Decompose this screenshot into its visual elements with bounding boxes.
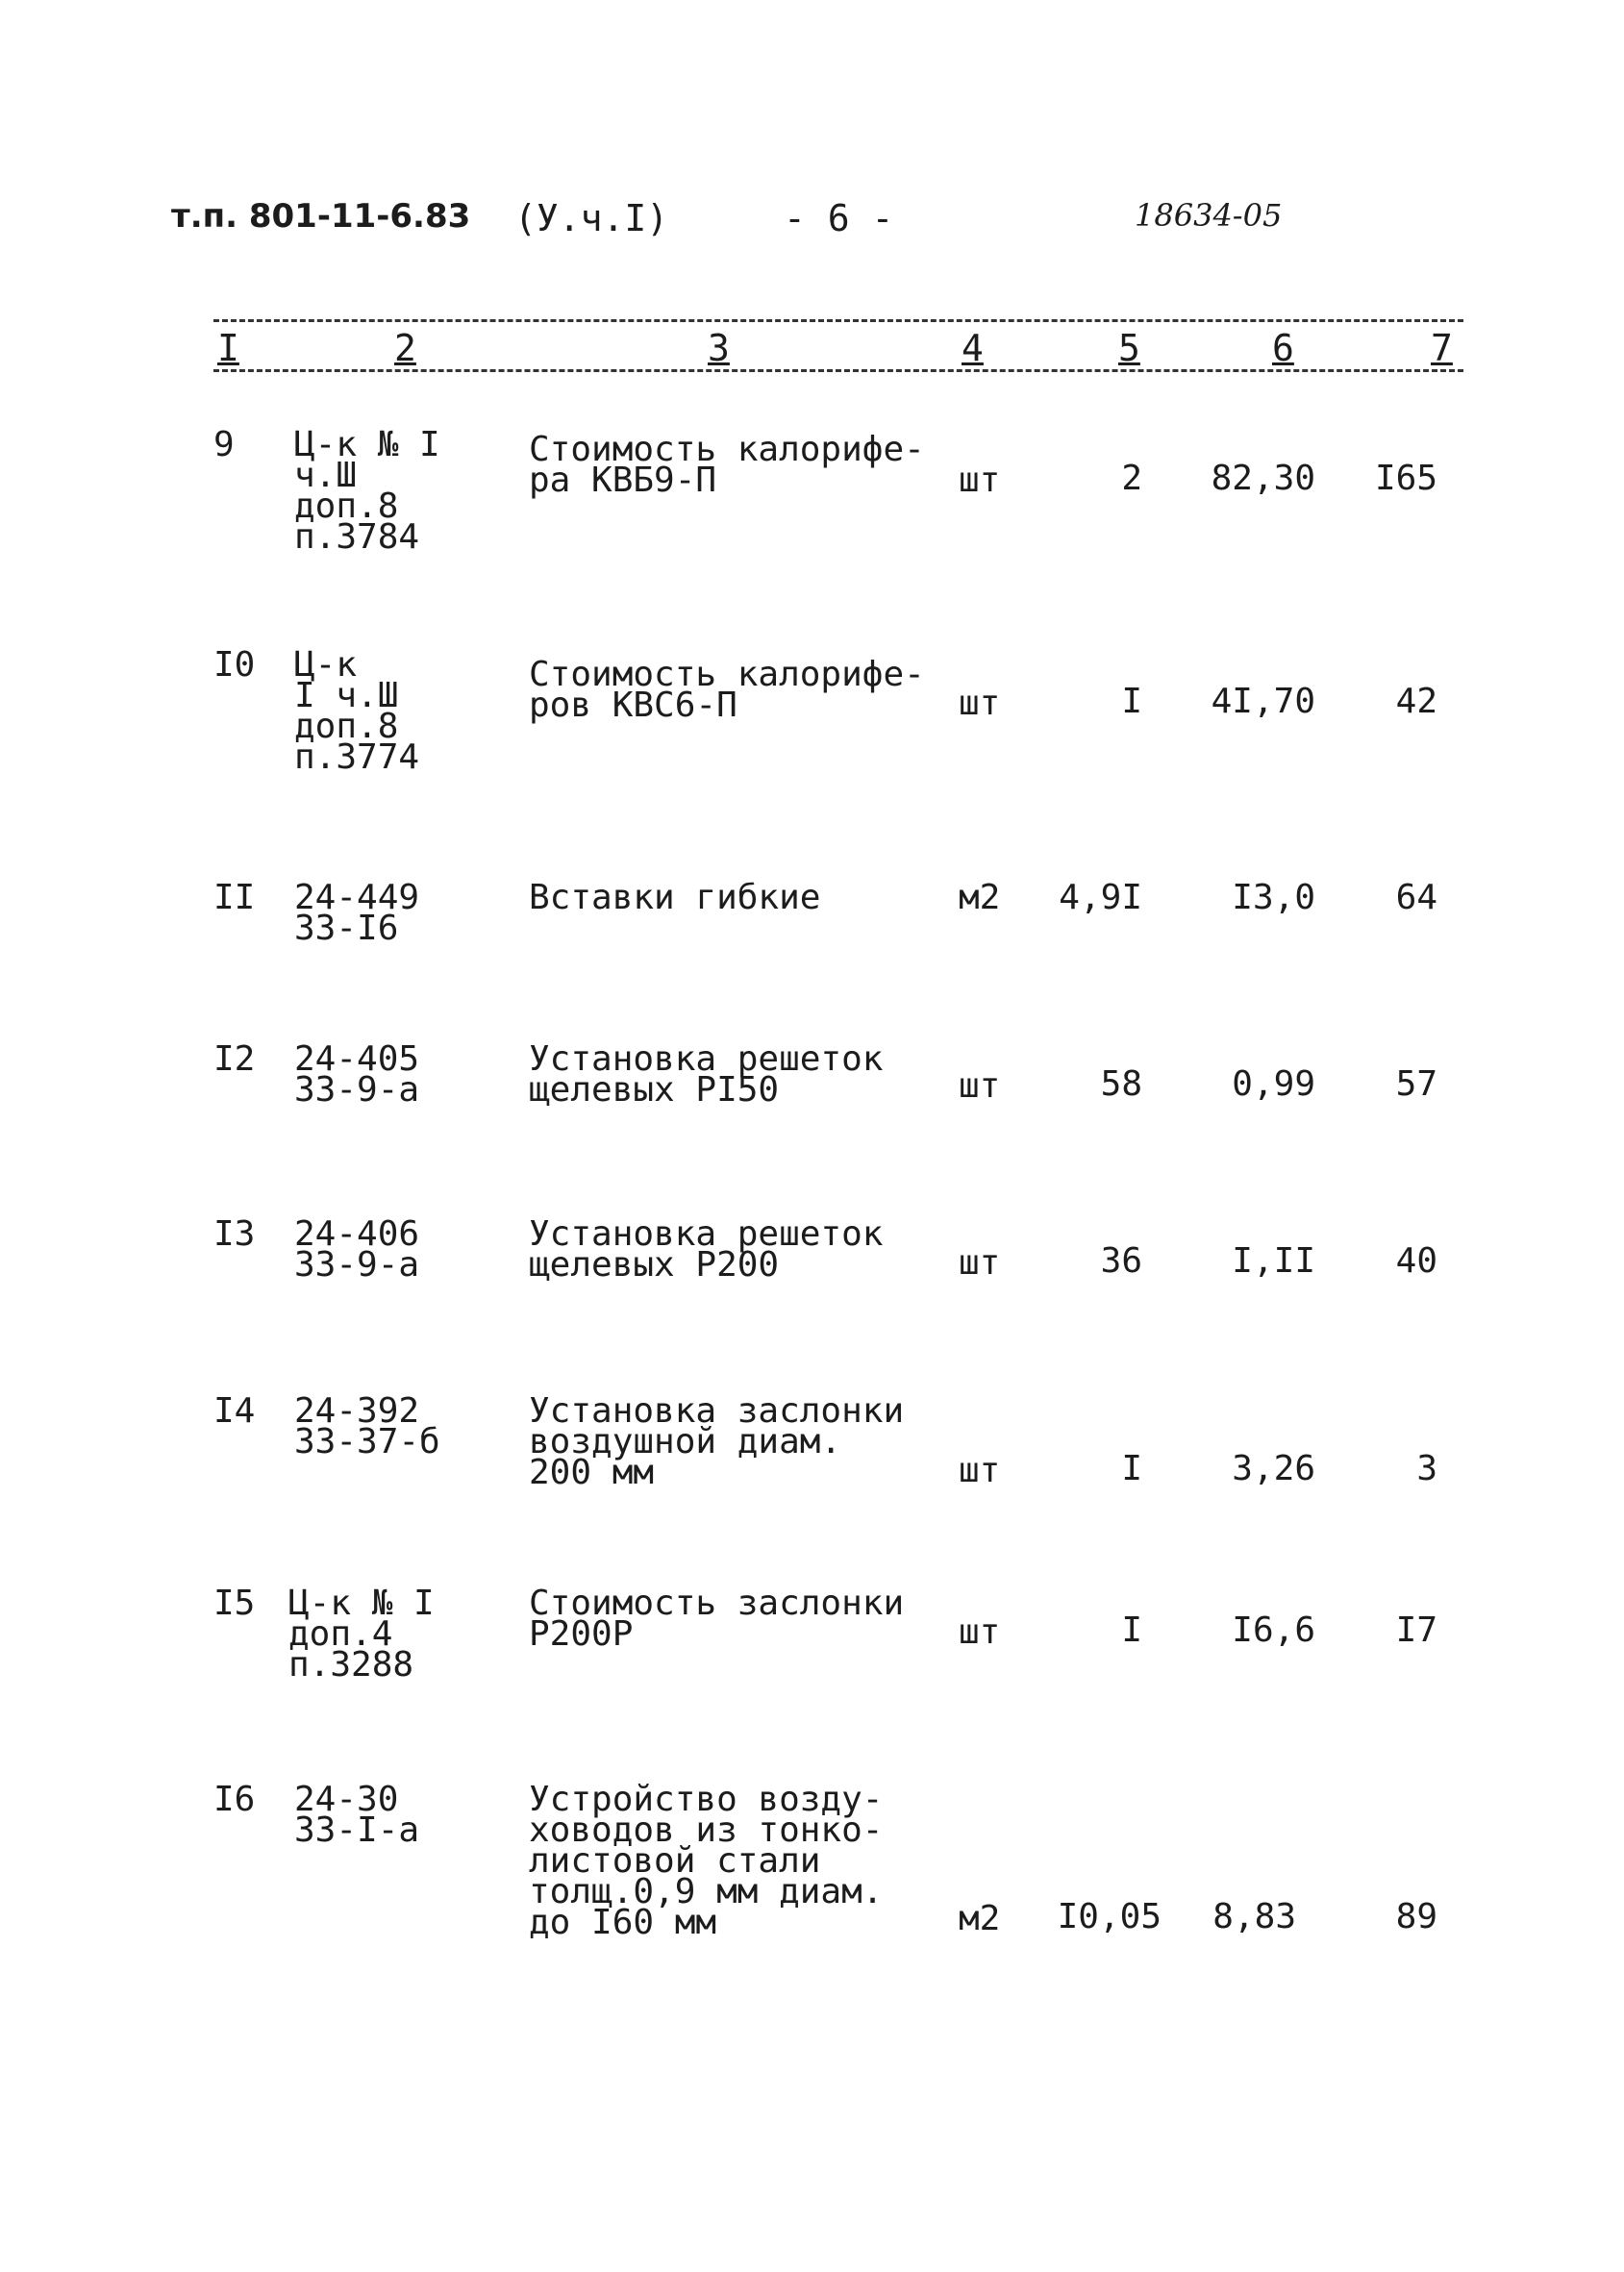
row-total: 89	[1395, 1897, 1437, 1936]
row-description: Стоимость калорифе- ров КВС6-П	[529, 655, 925, 725]
row-total: 57	[1395, 1064, 1437, 1104]
row-quantity: 36	[1100, 1241, 1142, 1281]
row-reference: 24-392 33-37-б	[294, 1391, 440, 1461]
row-number: II	[213, 878, 256, 917]
document-code: 18634-05	[1135, 197, 1283, 234]
row-unit: шт	[959, 684, 1001, 723]
row-unit: шт	[959, 1066, 1001, 1106]
row-number: I3	[213, 1214, 256, 1254]
row-unit: шт	[959, 1243, 1001, 1283]
row-quantity: I	[1121, 682, 1142, 721]
row-price: I3,0	[1232, 878, 1315, 917]
column-number: 2	[394, 327, 416, 369]
row-reference: Ц-к № I ч.Ш доп.8 п.3784	[294, 425, 440, 557]
row-reference: Ц-к № I доп.4 п.3288	[288, 1584, 435, 1685]
column-number: 7	[1431, 327, 1453, 369]
row-total: 64	[1395, 878, 1437, 917]
row-total: I7	[1395, 1610, 1437, 1650]
row-price: 3,26	[1232, 1449, 1315, 1488]
row-quantity: 4,9I	[1059, 878, 1142, 917]
row-price: 82,30	[1211, 459, 1315, 498]
column-number: I	[217, 327, 239, 369]
row-description: Установка заслонки воздушной диам. 200 мм	[529, 1391, 905, 1492]
row-unit: м2	[959, 878, 1001, 917]
row-price: 8,83	[1212, 1897, 1296, 1936]
row-number: 9	[213, 425, 235, 464]
row-reference: 24-30 33-I-а	[294, 1780, 420, 1850]
column-number: 5	[1118, 327, 1140, 369]
column-number: 3	[708, 327, 730, 369]
row-reference: 24-406 33-9-а	[294, 1214, 420, 1285]
section-label: (У.ч.I)	[514, 197, 669, 239]
header-rule-top	[213, 319, 1463, 322]
row-number: I6	[213, 1780, 256, 1819]
row-quantity: 58	[1100, 1064, 1142, 1104]
row-description: Установка решеток щелевых Р200	[529, 1214, 884, 1285]
row-quantity: I	[1121, 1449, 1142, 1488]
row-quantity: I0,05	[1057, 1897, 1162, 1936]
page-number: - 6 -	[784, 197, 894, 239]
row-description: Вставки гибкие	[529, 878, 821, 917]
document-stamp: т.п. 801-11-6.83	[171, 197, 471, 236]
column-number: 6	[1272, 327, 1294, 369]
row-reference: Ц-к I ч.Ш доп.8 п.3774	[294, 645, 420, 777]
row-number: I5	[213, 1584, 256, 1623]
row-unit: м2	[959, 1899, 1001, 1938]
row-price: 0,99	[1232, 1064, 1315, 1104]
row-number: I0	[213, 645, 256, 685]
row-description: Стоимость калорифе- ра КВБ9-П	[529, 430, 925, 500]
row-unit: шт	[959, 1451, 1001, 1490]
header-rule-bottom	[213, 369, 1463, 372]
row-price: 4I,70	[1211, 682, 1315, 721]
row-total: 3	[1416, 1449, 1437, 1488]
row-price: I,II	[1232, 1241, 1315, 1281]
row-description: Стоимость заслонки Р200Р	[529, 1584, 905, 1654]
row-quantity: I	[1121, 1610, 1142, 1650]
row-total: 40	[1395, 1241, 1437, 1281]
row-unit: шт	[959, 461, 1001, 500]
row-reference: 24-449 33-I6	[294, 878, 420, 948]
row-description: Устройство возду- ховодов из тонко- листовой стали толщ.0,9 мм диам. до I60 мм	[529, 1780, 884, 1942]
row-number: I2	[213, 1039, 256, 1079]
row-number: I4	[213, 1391, 256, 1431]
row-description: Установка решеток щелевых РI50	[529, 1039, 884, 1110]
row-quantity: 2	[1121, 459, 1142, 498]
row-total: 42	[1395, 682, 1437, 721]
row-reference: 24-405 33-9-а	[294, 1039, 420, 1110]
column-number: 4	[962, 327, 984, 369]
row-unit: шт	[959, 1612, 1001, 1652]
row-total: I65	[1374, 459, 1437, 498]
row-price: I6,6	[1232, 1610, 1315, 1650]
